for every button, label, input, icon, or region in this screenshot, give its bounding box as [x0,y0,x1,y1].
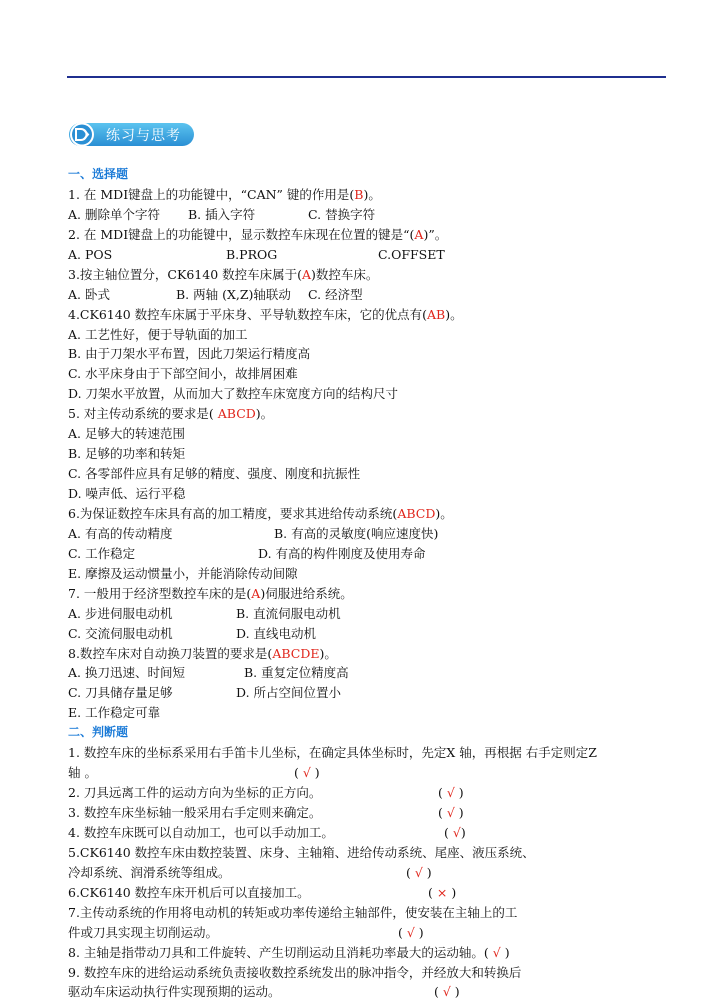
practice-badge [68,121,195,148]
answer-mark: √ [442,984,451,1000]
question-line [68,584,668,604]
header-rule [67,76,666,78]
line-text: B. 插入字符 [188,206,256,222]
line-text: ) [454,805,464,820]
line-text: 2. 在 MDI键盘上的功能键中，显示数控车床现在位置的键是“( [68,226,415,242]
section-title: 一、选择题 [68,167,129,181]
answer-mark: √ [492,944,501,960]
line-text: )。 [363,186,381,202]
line-text: ( [294,765,303,781]
line-text: 4. 数控车床既可以自动加工，也可以手动加工。 [68,824,334,840]
question-line [68,404,668,424]
question-line [68,783,668,803]
line-text: B. 有高的灵敏度(响应速度快) [274,525,439,541]
line-text: ) [460,824,466,840]
line-text: C.OFFSET [378,246,445,262]
line-text: ) [310,765,320,781]
line-text: A. POS [68,246,113,262]
line-text: A. 换刀迅速、时间短 [68,665,185,681]
answer-mark: ABCD [397,505,436,521]
line-text: ( [438,785,447,801]
line-text: )。 [255,406,274,422]
answer-mark: ABCD [217,406,256,422]
line-text: ( [444,824,453,840]
line-text: ( [438,805,447,820]
line-text: 3.按主轴位置分，CK6140 数控车床属于( [68,266,302,282]
answer-mark: AB [427,306,446,322]
line-text: D. 有高的构件刚度及使用寿命 [258,545,426,561]
line-text: ( [406,864,415,880]
question-line [68,943,668,963]
question-line [68,663,668,683]
line-text: ) [414,924,424,940]
line-text: E. 摩擦及运动惯量小，并能消除传动间隙 [68,565,298,581]
line-text: C. 工作稳定 [68,545,136,561]
question-line [68,384,668,404]
question-line [68,703,668,723]
answer-mark: √ [406,924,415,940]
question-line [68,504,668,524]
question-line [68,883,668,903]
question-line [68,982,668,1002]
line-text: 3. 数控车床坐标轴一般采用右手定则来确定。 [68,805,322,820]
line-text: 8. 主轴是指带动刀具和工件旋转、产生切削运动且消耗功率最大的运动轴。( [68,944,493,960]
question-line [68,524,668,544]
line-text: 9. 数控车床的进给运动系统负责接收数控系统发出的脉冲指令，并经放大和转换后 [68,964,522,980]
line-text: 8.数控车床对自动换刀装置的要求是( [68,645,273,661]
line-text: ( [428,884,437,900]
question-line [68,364,668,384]
line-text: C. 水平床身由于下部空间小，故排屑困难 [68,366,298,382]
answer-mark: √ [446,805,455,820]
question-line [68,265,668,285]
answer-mark: ABCDE [272,645,320,661]
line-text: )。 [435,505,453,521]
question-line [68,683,668,703]
answer-mark: A [414,226,424,242]
question-line [68,305,668,325]
answer-mark: B [354,186,364,202]
line-text: B. 由于刀架水平布置，因此刀架运行精度高 [68,346,311,362]
line-text: B. 两轴 (X,Z)轴联动 [176,286,291,302]
line-text: ) [422,864,432,880]
question-line [68,963,668,983]
question-line [68,743,668,763]
question-line [68,185,668,205]
question-line [68,285,668,305]
question-line [68,644,668,664]
line-text: D. 所占空间位置小 [236,685,342,701]
answer-mark: A [302,266,312,282]
line-text: C. 刀具储存量足够 [68,685,173,701]
question-line [68,823,668,843]
question-line [68,205,668,225]
line-text: )。 [319,645,337,661]
line-text: )伺服进给系统。 [260,585,353,601]
question-line [68,245,668,265]
line-text: C. 经济型 [308,286,363,302]
line-text: A. 有高的传动精度 [68,525,173,541]
question-line [68,564,668,584]
line-text: E. 工作稳定可靠 [68,705,161,721]
line-text: )数控车床。 [311,266,379,282]
line-text: 1. 在 MDI键盘上的功能键中，“CAN” 键的作用是( [68,186,355,202]
answer-mark: √ [446,785,455,801]
line-text: )。 [445,306,463,322]
line-text: ) [500,944,510,960]
line-text: C. 各零部件应具有足够的精度、强度、刚度和抗振性 [68,466,361,482]
line-text: 冷却系统、润滑系统等组成。 [68,864,231,880]
line-text: A. 足够大的转速范围 [68,426,185,442]
answer-mark: A [251,585,261,601]
exercise-content [68,165,668,1002]
line-text: ) [450,984,460,1000]
question-line [68,763,668,783]
line-text: 7. 一般用于经济型数控车床的是( [68,585,252,601]
line-text: 2. 刀具远离工件的运动方向为坐标的正方向。 [68,785,322,801]
line-text: C. 交流伺服电动机 [68,625,173,641]
question-line [68,604,668,624]
line-text: ) [447,884,457,900]
question-line [68,624,668,644]
line-text: 5.CK6140 数控车床由数控装置、床身、主轴箱、进给传动系统、尾座、液压系统、 [68,844,535,860]
line-text: 件或刀具实现主切削运动。 [68,924,219,940]
question-line [68,544,668,564]
answer-mark: √ [452,824,461,840]
question-line [68,464,668,484]
answer-mark: × [436,884,448,900]
line-text: D. 直线电动机 [236,625,317,641]
line-text: A. 步进伺服电动机 [68,605,173,621]
line-text: A. 工艺性好，便于导轨面的加工 [68,326,248,342]
line-text: D. 刀架水平放置，从而加大了数控车床宽度方向的结构尺寸 [68,386,399,402]
line-text: ) [454,785,464,801]
question-line [68,923,668,943]
line-text: A. 删除单个字符 [68,206,160,222]
answer-mark: √ [302,765,311,781]
line-text: ( [398,924,407,940]
question-line [68,903,668,923]
question-line [68,344,668,364]
question-line [68,444,668,464]
line-text: C. 替换字符 [308,206,376,222]
line-text: 6.CK6140 数控车床开机后可以直接加工。 [68,884,310,900]
line-text: D. 噪声低、运行平稳 [68,486,186,501]
badge-label: 练习与思考 [106,128,181,144]
line-text: 1. 数控车床的坐标系采用右手笛卡儿坐标，在确定具体坐标时，先定X 轴，再根据 右手定则定Z [68,745,597,761]
line-text: 驱动车床运动执行件实现预期的运动。 [68,984,281,1000]
line-text: B. 重复定位精度高 [244,665,349,681]
line-text: 6.为保证数控车床具有高的加工精度，要求其进给传动系统( [68,505,398,521]
question-line [68,325,668,345]
question-line [68,424,668,444]
line-text: ( [434,984,443,1000]
line-text: )”。 [423,226,448,242]
line-text: 4.CK6140 数控车床属于平床身、平导轨数控车床，它的优点有( [68,306,427,322]
line-text: B. 足够的功率和转矩 [68,446,186,462]
line-text: A. 卧式 [68,286,110,302]
section-title: 二、判断题 [68,725,129,740]
line-text: B.PROG [226,246,278,262]
line-text: B. 直流伺服电动机 [236,605,341,621]
line-text: 轴 。 [68,765,97,781]
question-line [68,803,668,823]
question-line [68,484,668,504]
question-line [68,863,668,883]
line-text: 7.主传动系统的作用将电动机的转矩或功率传递给主轴部件，使安装在主轴上的工 [68,904,518,920]
answer-mark: √ [414,864,423,880]
question-line [68,225,668,245]
line-text: 5. 对主传动系统的要求是( [68,406,218,422]
question-line [68,843,668,863]
